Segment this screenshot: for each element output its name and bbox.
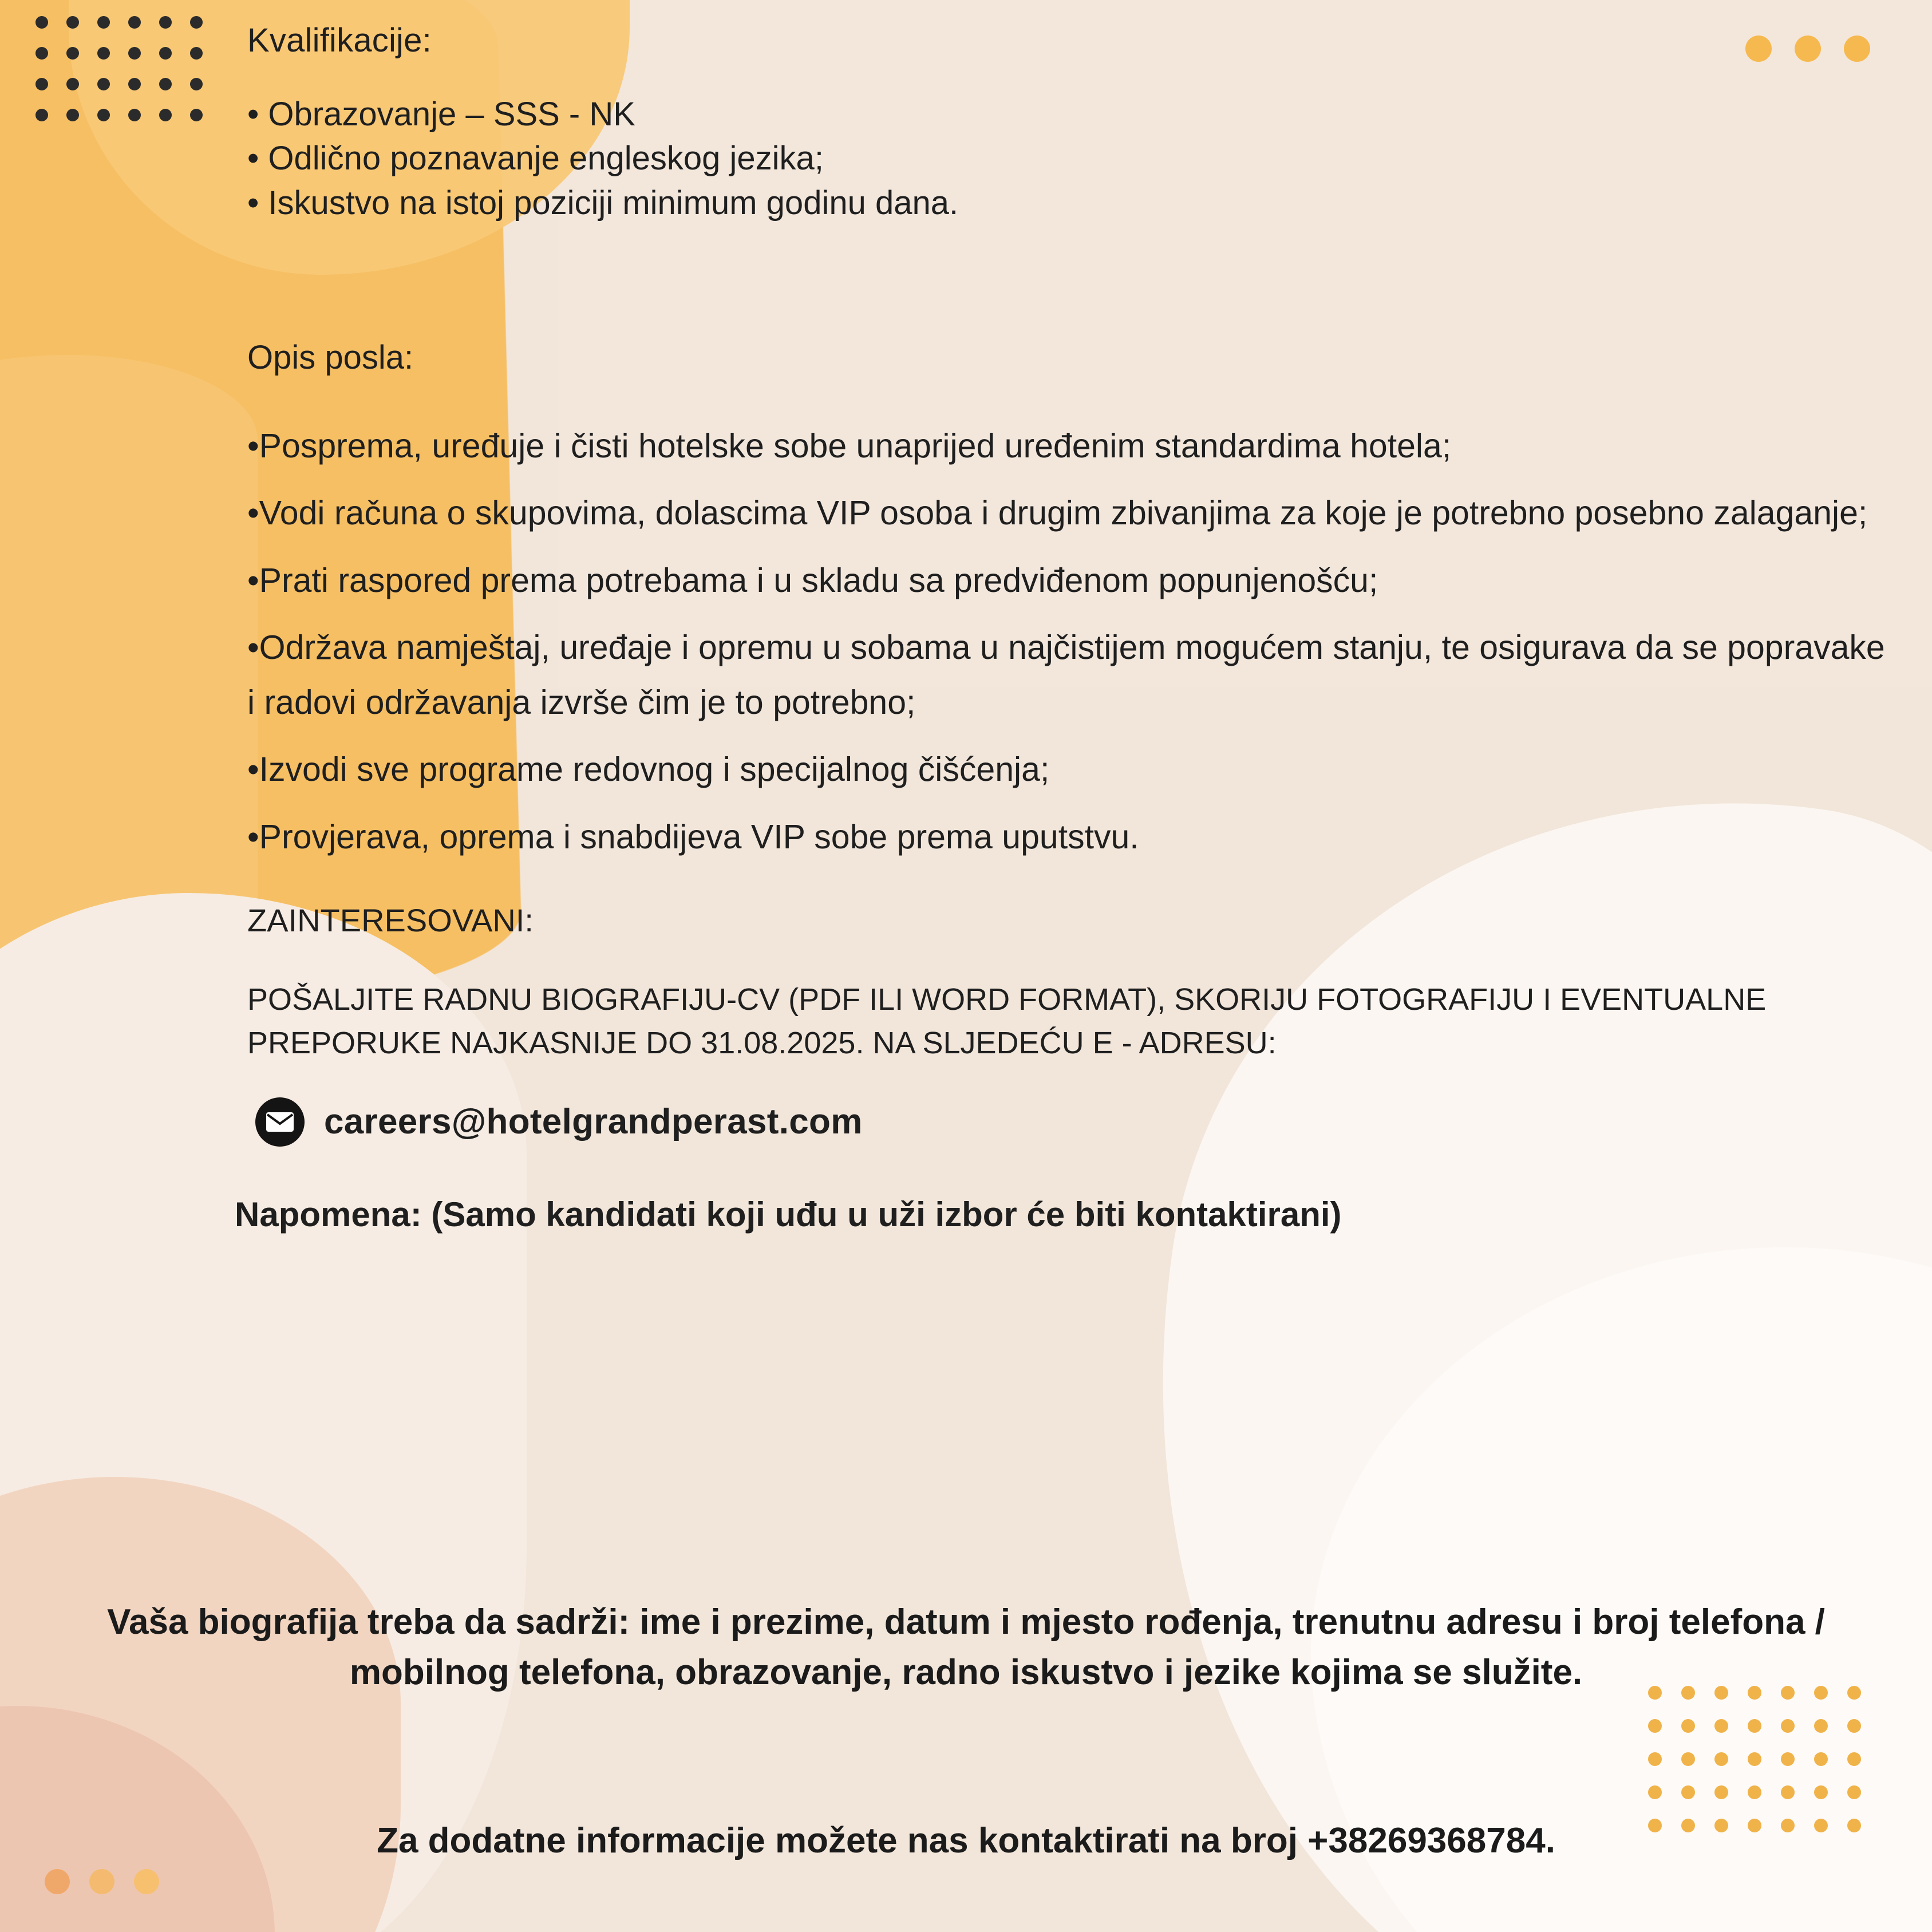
- qualification-item: • Obrazovanje – SSS - NK: [247, 95, 635, 133]
- text-column: [235, 21, 1902, 1234]
- job-description-item: •Provjerava, oprema i snabdijeva VIP sobe prema uputstvu.: [247, 817, 1139, 856]
- job-description-item: •Posprema, uređuje i čisti hotelske sobe unaprijed uređenim standardima hotela;: [247, 426, 1452, 465]
- qualifications-heading: Kvalifikacije:: [247, 22, 432, 59]
- contact-info-text: Za dodatne informacije možete nas kontaktirati na broj +38269368784.: [377, 1821, 1555, 1860]
- job-description-item: •Izvodi sve programe redovnog i specijalnog čišćenja;: [247, 750, 1050, 789]
- envelope-icon: [255, 1097, 305, 1147]
- email-row[interactable]: [255, 1097, 1902, 1147]
- job-description-item: •Održava namještaj, uređaje i opremu u sobama u najčistijem mogućem stanju, te osigurava da se popravake i radovi održavanja izvrše čim je to potrebno;: [247, 629, 1885, 721]
- qualification-item: • Iskustvo na istoj poziciji minimum godinu dana.: [247, 184, 959, 222]
- note-text: Napomena: (Samo kandidati koji uđu u uži izbor će biti kontaktirani): [235, 1195, 1342, 1234]
- cv-requirements-text: Vaša biografija treba da sadrži: ime i prezime, datum i mjesto rođenja, trenutnu adresu i broj telefona / mobilnog telefona, obrazovanje, radno iskustvo i jezike kojima se služite.: [107, 1602, 1825, 1693]
- job-description-item: •Prati raspored prema potrebama i u skladu sa predviđenom popunjenošću;: [247, 561, 1378, 599]
- job-description-list: [247, 419, 1902, 865]
- interested-heading: ZAINTERESOVANI:: [247, 902, 534, 938]
- application-instructions: POŠALJITE RADNU BIOGRAFIJU-CV (PDF ILI WORD FORMAT), SKORIJU FOTOGRAFIJU I EVENTUALNE PREPORUKE NAJKASNIJE DO 31.08.2025. NA SLJEDEĆU E - ADRESU:: [247, 982, 1767, 1061]
- email-address[interactable]: careers@hotelgrandperast.com: [324, 1102, 863, 1142]
- spacer: [247, 226, 1902, 338]
- qualification-item: • Odlično poznavanje engleskog jezika;: [247, 140, 824, 177]
- job-description-heading: Opis posla:: [247, 338, 414, 376]
- qualifications-list: [247, 92, 1902, 226]
- job-description-item: •Vodi računa o skupovima, dolascima VIP osoba i drugim zbivanjima za koje je potrebno posebno zalaganje;: [247, 494, 1868, 532]
